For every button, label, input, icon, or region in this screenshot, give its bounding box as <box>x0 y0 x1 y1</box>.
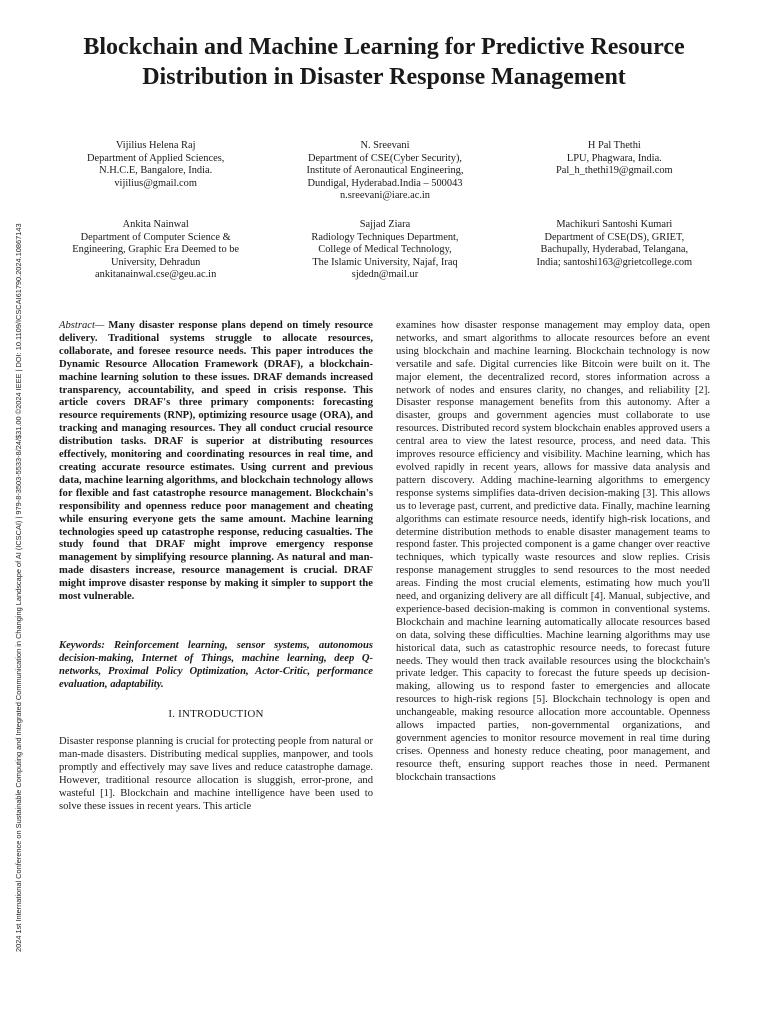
author-name: Machikuri Santoshi Kumari <box>556 218 673 230</box>
author-name: Sajjad Ziara <box>359 218 411 230</box>
author-affiliation: Bachupally, Hyderabad, Telangana, <box>540 244 689 256</box>
author-name: Ankita Nainwal <box>122 218 189 230</box>
keywords-text: Reinforcement learning, sensor systems, autonomous decision-making, Internet of Things, machine learning, deep Q-networks, Proximal Policy Optimization, Actor-Critic, performance evaluation, adaptability. <box>59 639 373 690</box>
author-affiliation: Department of CSE(Cyber Security), <box>307 152 463 164</box>
author-affiliation: N.H.C.E, Bangalore, India. <box>99 165 213 177</box>
author-affiliation: Department of CSE(DS), GRIET, <box>544 231 685 243</box>
author-email: ankitanainwal.cse@geu.ac.in <box>95 269 217 281</box>
abstract <box>59 320 373 604</box>
abstract-text: Many disaster response plans depend on timely resource delivery. Traditional systems struggle to allocate resources, collaborate, and foresee resource needs. This paper introduces the Dynamic Resource Allocation Framework (DRAF), a blockchain-machine learning solution to these issues. DRAF demands increased transparency, accountability, and speed in crisis response. This article covers DRAF's three primary components: forecasting resource requirements (RNP), optimizing resource usage (ORA), and tracking and managing resources. They all conduct crucial resource distribution tasks. DRAF is superior at distributing resources effectively, monitoring and coordinating resources in real time, and creating accurate resource estimates. Using current and previous data, machine learning algorithms, and blockchain technology allows for flexible and fast catastrophe resource management. Blockchain's responsibility and openness reduce poor management and cheating while ensuring everyone gets the same amount. Machine learning technologies speed up catastrophe response, reducing casualties. The study found that DRAF might improve emergency response management by simplifying resource planning. As natural and man-made disasters increase, resource management is crucial. DRAF might improve disaster response by making it simpler to support the most vulnerable. <box>59 320 373 603</box>
left-column <box>59 320 373 814</box>
author-affiliation: Dundigal, Hyderabad.India – 500043 <box>307 177 463 189</box>
author-affiliation: Engineering, Graphic Era Deemed to be <box>72 244 240 256</box>
author-4 <box>50 219 261 282</box>
author-affiliation: College of Medical Technology, <box>318 244 452 256</box>
author-email: vijilius@gmail.com <box>114 177 197 189</box>
author-affiliation: Radiology Techniques Department, <box>311 231 459 243</box>
keywords-label: Keywords: <box>59 639 105 651</box>
keywords <box>59 640 373 692</box>
intro-paragraph-left: Disaster response planning is crucial for protecting people from natural or man-made disasters. Distributing medical supplies, manpower, and tools promptly and effectively may save lives and reduce catastrophe damage. However, traditional resource allocation is sluggish, error-prone, and wasteful [1]. Blockchain and machine intelligence have been used to solve these issues in recent years. This article <box>59 736 373 812</box>
author-block <box>50 140 720 282</box>
right-column <box>396 320 710 785</box>
author-name: Vijilius Helena Raj <box>115 140 196 151</box>
author-email: n.sreevani@iare.ac.in <box>339 190 431 202</box>
author-affiliation: Institute of Aeronautical Engineering, <box>306 165 464 177</box>
citation-sidebar <box>8 80 30 952</box>
citation-text: 2024 1st International Conference on Sustainable Computing and Integrated Communication in Changing Landscape of AI (ICSCAI) | 979-8-3503-5533-8/24/$31.00 ©2024 IEEE | DOI: 10.1109/ICSCAI61790.2024.10867143 <box>14 223 23 952</box>
abstract-label: Abstract— <box>59 320 105 331</box>
author-2 <box>279 140 490 203</box>
author-affiliation: India; santoshi163@grietcollege.com <box>536 256 693 268</box>
author-affiliation: Department of Applied Sciences, <box>86 152 225 164</box>
author-1 <box>50 140 261 203</box>
author-affiliation: LPU, Phagwara, India. <box>566 152 662 164</box>
author-email: sjdedn@mail.ur <box>351 269 419 281</box>
author-affiliation: Department of Computer Science & <box>80 231 231 243</box>
author-affiliation: The Islamic University, Najaf, Iraq <box>312 256 458 268</box>
author-5 <box>279 219 490 282</box>
section-heading: I. INTRODUCTION <box>168 707 264 720</box>
author-name: N. Sreevani <box>360 140 410 151</box>
paper-title: Blockchain and Machine Learning for Predictive Resource Distribution in Disaster Response Management <box>83 34 685 90</box>
author-affiliation: University, Dehradun <box>110 256 201 268</box>
author-3 <box>509 140 720 203</box>
intro-paragraph-right: examines how disaster response management may employ data, open networks, and smart algorithms to allocate resources before an event using blockchain and machine learning. Blockchain technology is now versatile and safe. Digital currencies like Bitcoin were built on it. The major element, the decentralized record, stores information across a network of nodes and ensures clarity, no changes, and reliability [2]. Disaster response management benefits from this autonomy. After a disaster, groups and government agencies must collaborate to use resources. Distributed record system blockchain enables approved users a central area to view the latest resource, process, and need data. This improves resource efficiency and visibility. Machine learning, which has evolved rapidly in recent years, allows for massive data analysis and pattern discovery. Adding machine-learning algorithms to emergency response systems simplifies data-driven decision-making [3]. This allows us to leverage past, current, and predictive data. Finally, machine learning algorithms can estimate resource needs, identify high-risk locations, and determine distribution methods to enable disaster management teams to respond faster. This projected component is a game changer over reactive techniques, which typically waste resources and slow replies. Crisis response management struggles to send resources to the most needed areas. Finding the most crucial elements, estimating how much you'll need, and organizing delivery are all difficult [4]. Manual, subjective, and experience-based decision-making is common in conventional systems. Blockchain and machine learning automatically allocate resources based on data, solving these difficulties. Machine learning algorithms may use historical data, such as catastrophic resource needs, to forecast future needs. They would then track available resources using the blockchain's private ledger. This capacity to forecast the future speeds up decision-making, allowing us to respond faster to emergencies and allocate resources to high-risk regions [5]. Blockchain technology is open and unchangeable, making resource allocation more accountable. Openness allows impacted parties, non-governmental organizations, and government agencies to monitor resource movement in real time during crises. Openness and honesty reduce cheating, poor management, and resource theft, ensuring support reaches those in need. Permanent blockchain transactions <box>396 320 710 783</box>
author-6 <box>509 219 720 282</box>
author-name: H Pal Thethi <box>587 140 641 151</box>
author-email: Pal_h_thethi19@gmail.com <box>556 165 673 177</box>
